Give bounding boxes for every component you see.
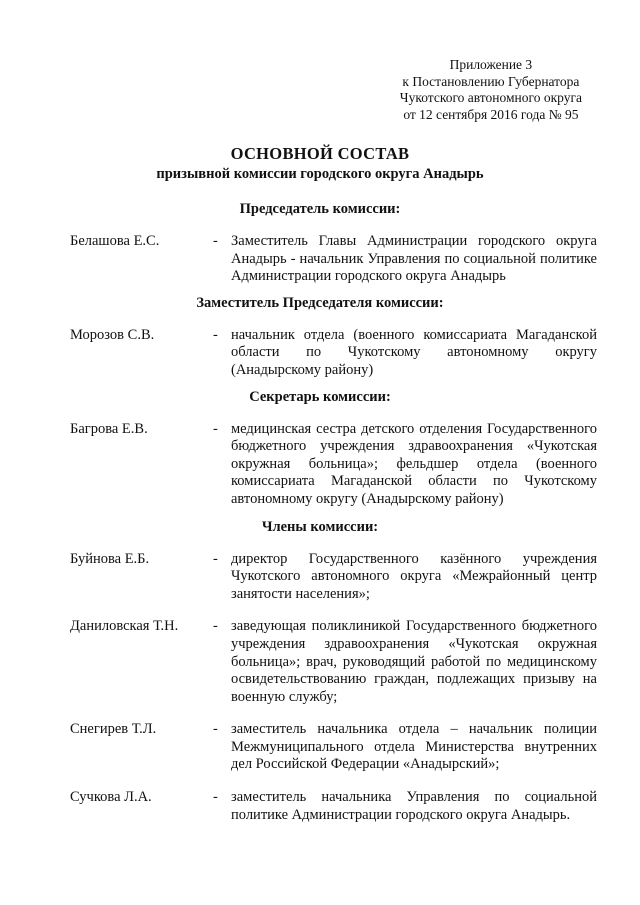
member-row: [0, 618, 640, 706]
member-role: медицинская сестра детского отделения Государственного бюджетного учреждения здравоохранения «Чукотская окружная больница»; фельдшер отдела (военного комиссариата Магаданской области по Чукотскому автономному округу (Анадырскому району): [231, 420, 597, 507]
member-dash: -: [213, 721, 218, 738]
appendix-line: Чукотского автономного округа: [399, 90, 582, 105]
section-heading: Секретарь комиссии:: [249, 388, 391, 405]
section-members: [0, 519, 640, 825]
appendix-line: от 12 сентября 2016 года № 95: [403, 106, 579, 122]
section-chairman: [0, 201, 640, 286]
member-role: Заместитель Главы Администрации городского округа Анадырь - начальник Управления по социальной политике Администрации городского округа Анадырь: [231, 233, 597, 285]
member-role: начальник отдела (военного комиссариата Магаданской области по Чукотскому автономному округу (Анадырскому району): [231, 326, 597, 378]
member-row: [0, 421, 640, 509]
member-row: [0, 327, 640, 380]
member-dash: -: [213, 326, 218, 343]
section-deputy: [0, 295, 640, 380]
section-heading: Заместитель Председателя комиссии:: [196, 294, 444, 311]
section-secretary: [0, 389, 640, 509]
member-dash: -: [213, 550, 218, 567]
member-role: заместитель начальника Управления по социальной политике Администрации городского округа Анадырь.: [231, 789, 597, 823]
document-subtitle: призывной комиссии городского округа Анадырь: [156, 166, 484, 182]
appendix-line: Приложение 3: [449, 57, 533, 72]
member-name: Буйнова Е.Б.: [70, 550, 150, 567]
member-role: заведующая поликлиникой Государственного бюджетного учреждения здравоохранения «Чукотская окружная больница»; врач, руководящий работой по медицинскому освидетельствованию граждан, подлежащих призыву на военную службу;: [231, 618, 597, 705]
appendix-line: к Постановлению Губернатора: [402, 73, 580, 89]
appendix-header: [400, 57, 582, 123]
member-role: директор Государственного казённого учреждения Чукотского автономного округа «Межрайонный центр занятости населения»;: [231, 550, 597, 602]
member-name: Морозов С.В.: [70, 326, 155, 343]
member-dash: -: [213, 420, 218, 437]
member-name: Снегирев Т.Л.: [70, 721, 157, 738]
member-name: Белашова Е.С.: [70, 233, 160, 249]
commission-sections: [0, 201, 640, 836]
section-heading: Председатель комиссии:: [239, 201, 401, 217]
member-name: Даниловская Т.Н.: [70, 618, 179, 635]
document-title: ОСНОВНОЙ СОСТАВ: [230, 144, 410, 163]
member-name: Сучкова Л.А.: [70, 789, 152, 806]
member-name: Багрова Е.В.: [70, 420, 148, 437]
member-row: [0, 551, 640, 604]
member-dash: -: [213, 233, 218, 249]
member-row: [0, 721, 640, 774]
section-heading: Члены комиссии:: [261, 518, 379, 535]
member-dash: -: [213, 618, 218, 635]
member-row: [0, 233, 640, 286]
member-row: [0, 789, 640, 824]
member-dash: -: [213, 789, 218, 806]
member-role: заместитель начальника отдела – начальник полиции Межмуниципального отдела Министерства внутренних дел Российской Федерации «Анадырский»;: [231, 721, 597, 773]
